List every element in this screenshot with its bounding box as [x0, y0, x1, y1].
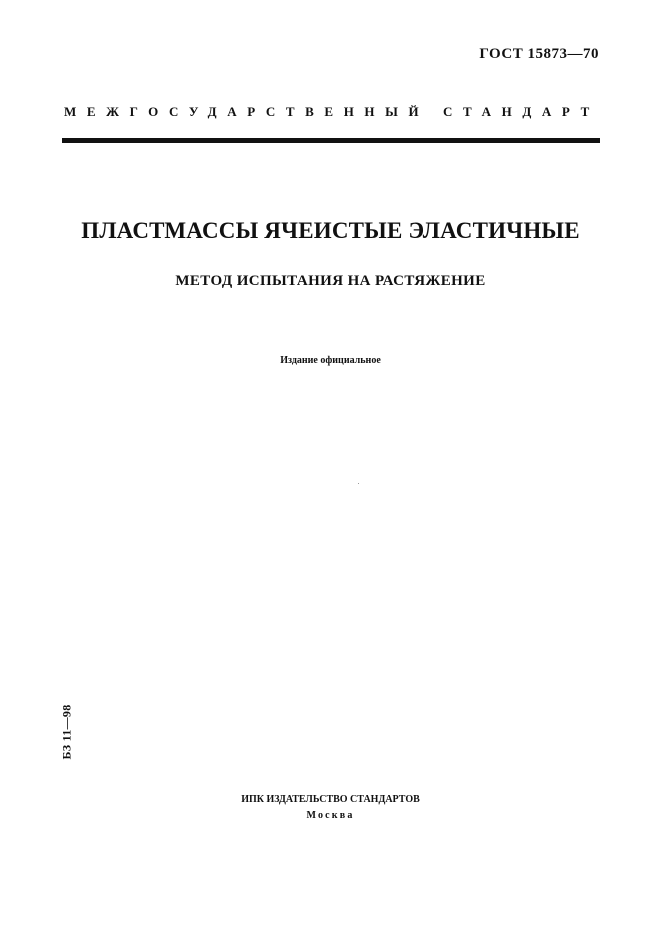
header-divider	[62, 138, 600, 143]
document-subtitle: МЕТОД ИСПЫТАНИЯ НА РАСТЯЖЕНИЕ	[175, 273, 486, 289]
print-speck	[358, 483, 359, 484]
header-banner: МЕЖГОСУДАРСТВЕННЫЙ СТАНДАРТ	[64, 104, 600, 119]
standard-number: ГОСТ 15873—70	[479, 46, 599, 62]
publisher-city: Москва	[306, 810, 355, 821]
edition-note: Издание официальное	[280, 355, 381, 366]
publisher: ИПК ИЗДАТЕЛЬСТВО СТАНДАРТОВ	[241, 794, 420, 805]
document-title: ПЛАСТМАССЫ ЯЧЕИСТЫЕ ЭЛАСТИЧНЫЕ	[81, 218, 580, 243]
side-code: БЗ 11—98	[59, 704, 74, 760]
